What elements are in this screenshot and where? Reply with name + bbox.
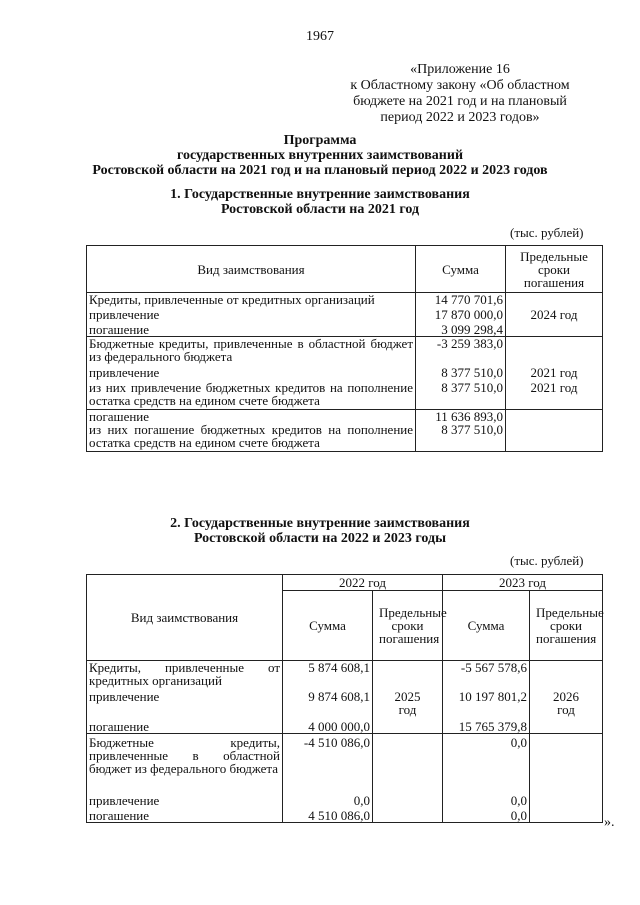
table2-cell-sum-2023: 0,0	[443, 807, 530, 823]
table1-cell-type: погашение	[87, 321, 416, 337]
table1-cell-terms	[506, 410, 603, 424]
table1-cell-sum: 11 636 893,0	[416, 410, 506, 424]
table1-cell-terms: 2021 год	[506, 379, 603, 410]
document-title	[40, 133, 600, 178]
table2-cell-terms-2023	[530, 720, 603, 734]
section2-heading-line-1: 2. Государственные внутренние заимствования	[170, 516, 470, 531]
table2-cell-terms-2022	[373, 720, 443, 734]
closing-quote: ».	[604, 815, 615, 830]
appendix-line-1: «Приложение 16	[410, 62, 510, 77]
section1-units: (тыс. рублей)	[510, 225, 584, 240]
table2-cell-sum-2023: 0,0	[443, 734, 530, 792]
table2-cell-terms-2023	[530, 734, 603, 792]
table1-header-terms-text: Предельные сроки погашения	[520, 248, 588, 290]
table2-cell-terms-2022	[373, 792, 443, 807]
table2-cell-sum-2022: 0,0	[283, 792, 373, 807]
appendix-line-2: к Областному закону «Об областном	[350, 78, 570, 93]
table2-cell-sum-2023: 10 197 801,2	[443, 687, 530, 720]
table2-cell-terms-2022	[373, 661, 443, 688]
title-line-3: Ростовской области на 2021 год и на плановый период 2022 и 2023 годов	[92, 163, 548, 178]
section1-heading-line-1: 1. Государственные внутренние заимствования	[170, 187, 470, 202]
table2-year-row	[87, 575, 603, 591]
table1-cell-sum: -3 259 383,0	[416, 337, 506, 364]
table2-cell-type: погашение	[87, 720, 283, 734]
appendix-note	[330, 62, 590, 126]
table1-cell-terms: 2024 год	[506, 306, 603, 321]
table1-cell-type: из них привлечение бюджетных кредитов на пополнение остатка средств на едином счете бюджета	[87, 379, 416, 410]
table2-cell-terms-2023: 2026 год	[530, 687, 603, 720]
table2-header-sum-2023: Сумма	[443, 591, 530, 661]
appendix-line-4: период 2022 и 2023 годов»	[380, 110, 540, 125]
table2-row	[87, 687, 603, 720]
table1-cell-sum: 8 377 510,0	[416, 423, 506, 452]
table1-cell-sum: 14 770 701,6	[416, 293, 506, 307]
table2-cell-sum-2023: -5 567 578,6	[443, 661, 530, 688]
table1-cell-terms	[506, 423, 603, 452]
table2-cell-terms-2022	[373, 734, 443, 792]
table1-cell-sum: 8 377 510,0	[416, 363, 506, 379]
table2-cell-terms-2022: 2025 год	[373, 687, 443, 720]
title-line-2: государственных внутренних заимствований	[176, 148, 464, 163]
table1-cell-terms	[506, 321, 603, 337]
table1-cell-terms	[506, 337, 603, 364]
appendix-line-3: бюджете на 2021 год и на плановый	[353, 94, 567, 109]
table1-row	[87, 363, 603, 379]
table2-cell-sum-2023: 15 765 379,8	[443, 720, 530, 734]
table2-header-type: Вид заимствования	[87, 575, 283, 661]
table2-cell-sum-2022: 4 510 086,0	[283, 807, 373, 823]
table2-cell-type: привлечение	[87, 792, 283, 807]
table1-cell-type: из них погашение бюджетных кредитов на пополнение остатка средств на едином счете бюджета	[87, 423, 416, 452]
table2-cell-type: погашение	[87, 807, 283, 823]
table2-cell-terms-2023	[530, 792, 603, 807]
borrowings-2021-table	[86, 245, 603, 452]
table1-row	[87, 410, 603, 424]
table2-cell-terms-2023	[530, 807, 603, 823]
table1-header-type: Вид заимствования	[87, 246, 416, 293]
table1-header-row	[87, 246, 603, 293]
table1-cell-sum: 17 870 000,0	[416, 306, 506, 321]
table1-cell-terms	[506, 293, 603, 307]
table2-cell-sum-2023: 0,0	[443, 792, 530, 807]
table1-cell-sum: 8 377 510,0	[416, 379, 506, 410]
table2-cell-sum-2022: 9 874 608,1	[283, 687, 373, 720]
table2-row	[87, 720, 603, 734]
table1-cell-type: погашение	[87, 410, 416, 424]
table2-cell-type: привлечение	[87, 687, 283, 720]
table2-header-sum-2022: Сумма	[283, 591, 373, 661]
table1-cell-type: Кредиты, привлеченные от кредитных организаций	[87, 293, 416, 307]
table1-row	[87, 306, 603, 321]
table1-row	[87, 337, 603, 364]
table2-header-year-2023: 2023 год	[443, 575, 603, 591]
table1-cell-terms: 2021 год	[506, 363, 603, 379]
table2-cell-sum-2022: -4 510 086,0	[283, 734, 373, 792]
table2-cell-type: Бюджетные кредиты, привлеченные в областной бюджет из федерального бюджета	[87, 734, 283, 792]
table2-cell-type: Кредиты, привлеченные от кредитных организаций	[87, 661, 283, 688]
table1-cell-type: привлечение	[87, 306, 416, 321]
table2-row	[87, 807, 603, 823]
section1-heading	[40, 187, 600, 217]
table1-row	[87, 321, 603, 337]
borrowings-2022-2023-table	[86, 574, 603, 823]
section2-units: (тыс. рублей)	[510, 553, 584, 568]
table2-cell-terms-2022	[373, 807, 443, 823]
section2-heading-line-2: Ростовской области на 2022 и 2023 годы	[193, 531, 447, 546]
table2-cell-terms-2023	[530, 661, 603, 688]
table2-row	[87, 792, 603, 807]
table1-row	[87, 423, 603, 452]
table2-row	[87, 734, 603, 792]
section1-heading-line-2: Ростовской области на 2021 год	[220, 202, 420, 217]
table1-cell-sum: 3 099 298,4	[416, 321, 506, 337]
table2-header-year-2022: 2022 год	[283, 575, 443, 591]
table1-header-terms	[506, 246, 603, 293]
table1-cell-type: Бюджетные кредиты, привлеченные в областной бюджет из федерального бюджета	[87, 337, 416, 364]
table2-header-terms-2023: Предельные сроки погашения	[530, 591, 603, 661]
title-line-1: Программа	[283, 133, 357, 148]
table1-header-sum: Сумма	[416, 246, 506, 293]
table1-row	[87, 379, 603, 410]
table1-row	[87, 293, 603, 307]
table2-row	[87, 661, 603, 688]
table2-cell-sum-2022: 5 874 608,1	[283, 661, 373, 688]
section2-heading	[40, 516, 600, 546]
page-number: 1967	[306, 29, 334, 44]
table1-cell-type: привлечение	[87, 363, 416, 379]
table2-header-terms-2022: Предельные сроки погашения	[373, 591, 443, 661]
table2-cell-sum-2022: 4 000 000,0	[283, 720, 373, 734]
